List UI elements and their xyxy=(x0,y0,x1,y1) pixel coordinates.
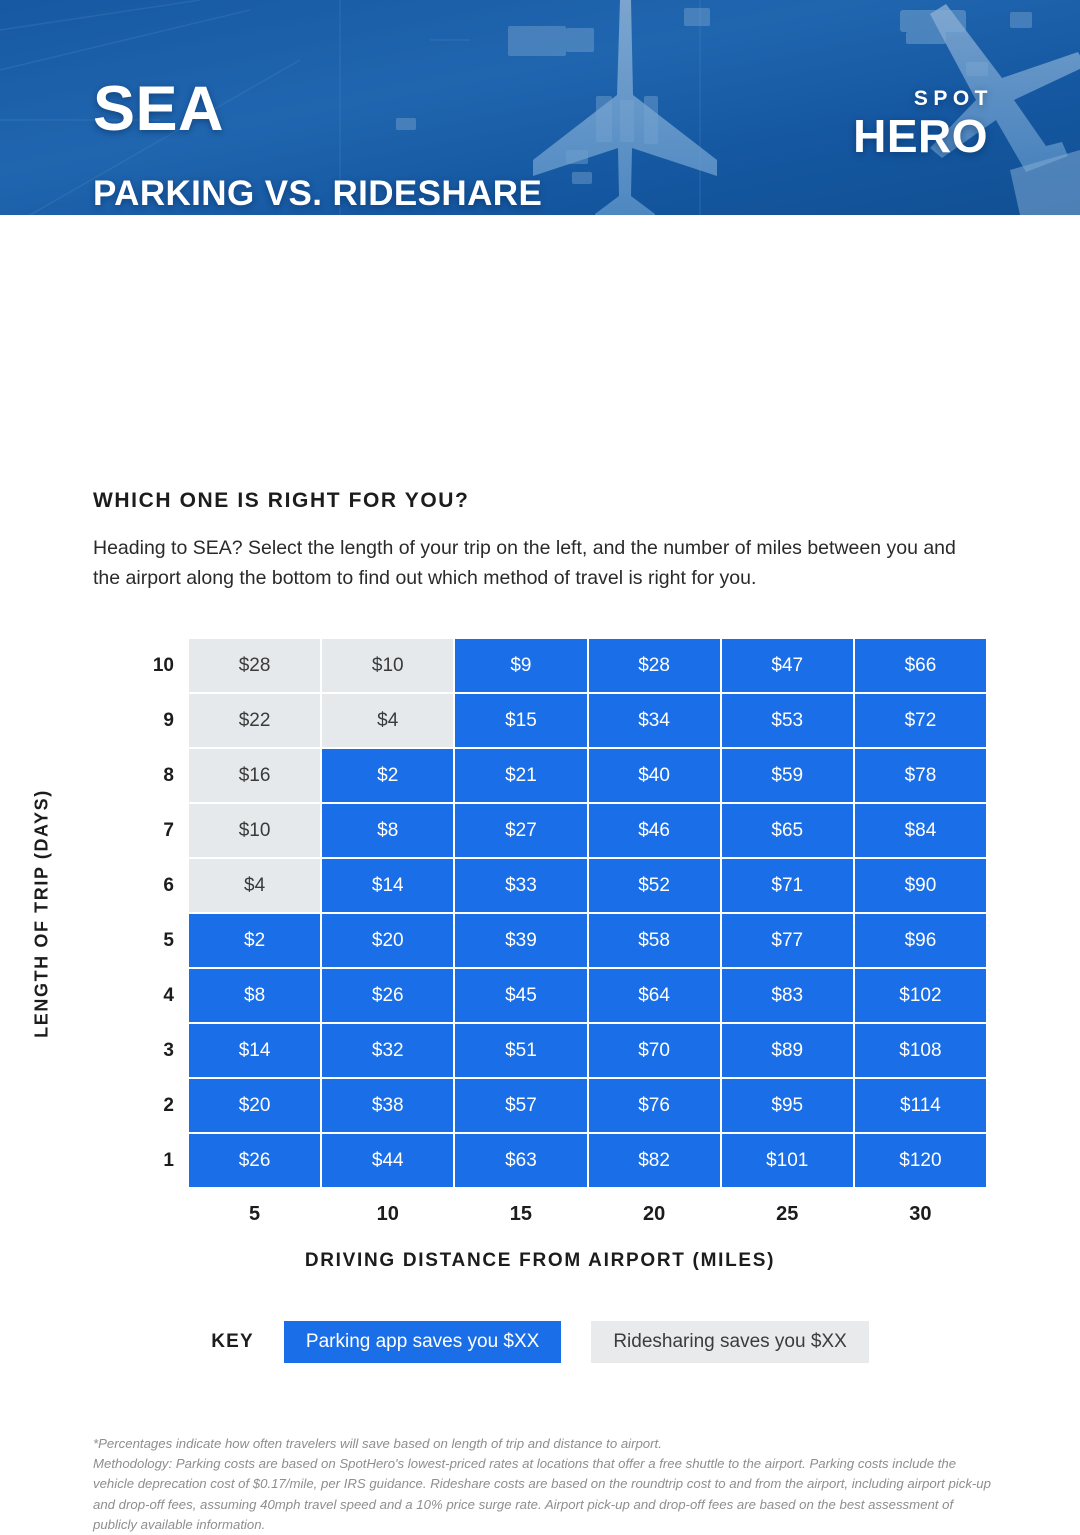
matrix-cell: $34 xyxy=(588,693,721,748)
matrix-cell: $90 xyxy=(854,858,987,913)
section-heading: WHICH ONE IS RIGHT FOR YOU? xyxy=(93,489,470,512)
matrix-cell: $44 xyxy=(321,1133,454,1188)
legend xyxy=(0,1321,1080,1363)
matrix-cell: $21 xyxy=(454,748,587,803)
footnote-methodology: Methodology: Parking costs are based on SpotHero's lowest-priced rates at locations that offer a free shuttle to the airport. Parking costs include the vehicle deprecation cost of $0.17/mile, per IRS guidance. Rideshare costs are based on the roundtrip cost to and from the airport, including airport pick-up and drop-off fees, assuming 40mph travel speed and a 10% price surge rate. Airport pick-up and drop-off fees are based on the best assessment of publicly available information. xyxy=(93,1456,991,1532)
matrix-cell: $47 xyxy=(721,638,854,693)
matrix-cell: $84 xyxy=(854,803,987,858)
matrix-cell: $71 xyxy=(721,858,854,913)
row-label-7: 7 xyxy=(163,819,174,841)
page-title: SEA xyxy=(93,74,225,144)
matrix-cell: $39 xyxy=(454,913,587,968)
matrix-cell: $14 xyxy=(321,858,454,913)
matrix-cell: $102 xyxy=(854,968,987,1023)
matrix-cell: $120 xyxy=(854,1133,987,1188)
matrix-cell: $28 xyxy=(588,638,721,693)
column-label-25: 25 xyxy=(776,1203,799,1225)
matrix-cell: $8 xyxy=(188,968,321,1023)
matrix-cell: $108 xyxy=(854,1023,987,1078)
matrix-cell: $51 xyxy=(454,1023,587,1078)
column-label-list xyxy=(188,1203,987,1226)
matrix-cell: $101 xyxy=(721,1133,854,1188)
page-subtitle: PARKING VS. RIDESHARE xyxy=(93,174,543,213)
matrix-cell: $114 xyxy=(854,1078,987,1133)
matrix-cell: $77 xyxy=(721,913,854,968)
matrix-cell: $14 xyxy=(188,1023,321,1078)
column-label-10: 10 xyxy=(376,1203,399,1225)
matrix-cell: $32 xyxy=(321,1023,454,1078)
row-label-6: 6 xyxy=(163,874,174,896)
matrix-cell: $72 xyxy=(854,693,987,748)
matrix-cell: $89 xyxy=(721,1023,854,1078)
row-label-4: 4 xyxy=(163,984,174,1006)
column-label-15: 15 xyxy=(509,1203,533,1225)
matrix-cell: $10 xyxy=(321,638,454,693)
matrix-cell: $22 xyxy=(188,693,321,748)
legend-chip-rideshare: Ridesharing saves you $XX xyxy=(591,1321,868,1363)
matrix-cell: $26 xyxy=(321,968,454,1023)
x-axis-title: DRIVING DISTANCE FROM AIRPORT (MILES) xyxy=(304,1250,776,1271)
savings-matrix xyxy=(188,638,987,1188)
matrix-cell: $33 xyxy=(454,858,587,913)
row-label-5: 5 xyxy=(163,929,174,951)
matrix-cell: $2 xyxy=(188,913,321,968)
matrix-cell: $58 xyxy=(588,913,721,968)
matrix-cell: $96 xyxy=(854,913,987,968)
spothero-logo xyxy=(853,87,993,162)
row-label-list xyxy=(126,638,174,1188)
matrix-cell: $20 xyxy=(188,1078,321,1133)
footnotes xyxy=(93,1434,993,1535)
logo-text-hero: HERO xyxy=(853,110,988,162)
legend-label: KEY xyxy=(211,1331,254,1352)
legend-chip-parking: Parking app saves you $XX xyxy=(284,1321,561,1363)
matrix-cell: $64 xyxy=(588,968,721,1023)
matrix-cell: $9 xyxy=(454,638,587,693)
matrix-cell: $8 xyxy=(321,803,454,858)
matrix-cell: $46 xyxy=(588,803,721,858)
matrix-cell: $63 xyxy=(454,1133,587,1188)
matrix-cell: $66 xyxy=(854,638,987,693)
matrix-cell: $76 xyxy=(588,1078,721,1133)
row-label-3: 3 xyxy=(163,1039,174,1061)
matrix-cell: $65 xyxy=(721,803,854,858)
matrix-cell: $16 xyxy=(188,748,321,803)
row-label-10: 10 xyxy=(152,654,174,676)
matrix-cell: $45 xyxy=(454,968,587,1023)
matrix-cell: $4 xyxy=(321,693,454,748)
matrix-cell: $57 xyxy=(454,1078,587,1133)
column-label-5: 5 xyxy=(249,1203,261,1225)
matrix-cell: $52 xyxy=(588,858,721,913)
row-label-2: 2 xyxy=(163,1094,174,1116)
logo-text-spot: SPOT xyxy=(913,87,993,110)
row-label-1: 1 xyxy=(163,1149,174,1171)
row-label-8: 8 xyxy=(163,764,174,786)
row-label-9: 9 xyxy=(163,709,174,731)
matrix-cell: $59 xyxy=(721,748,854,803)
matrix-cell: $15 xyxy=(454,693,587,748)
matrix-cell: $53 xyxy=(721,693,854,748)
column-label-20: 20 xyxy=(642,1203,666,1225)
column-label-30: 30 xyxy=(909,1203,932,1225)
page-header xyxy=(0,0,1080,215)
matrix-cell: $40 xyxy=(588,748,721,803)
matrix-cell: $38 xyxy=(321,1078,454,1133)
matrix-cell: $10 xyxy=(188,803,321,858)
matrix-cell: $27 xyxy=(454,803,587,858)
matrix-cell: $70 xyxy=(588,1023,721,1078)
matrix-cell: $2 xyxy=(321,748,454,803)
matrix-cell: $82 xyxy=(588,1133,721,1188)
footnote-percentages: *Percentages indicate how often travelers will save based on length of trip and distance to airport. xyxy=(93,1436,662,1451)
matrix-cell: $83 xyxy=(721,968,854,1023)
matrix-cell: $26 xyxy=(188,1133,321,1188)
matrix-cell: $4 xyxy=(188,858,321,913)
matrix-cell: $20 xyxy=(321,913,454,968)
matrix-cell: $95 xyxy=(721,1078,854,1133)
matrix-cell: $78 xyxy=(854,748,987,803)
matrix-cell: $28 xyxy=(188,638,321,693)
y-axis-title: LENGTH OF TRIP (DAYS) xyxy=(31,789,52,1038)
intro-paragraph: Heading to SEA? Select the length of your trip on the left, and the number of miles between you and the airport along the bottom to find out which method of travel is right for you. xyxy=(93,537,956,589)
